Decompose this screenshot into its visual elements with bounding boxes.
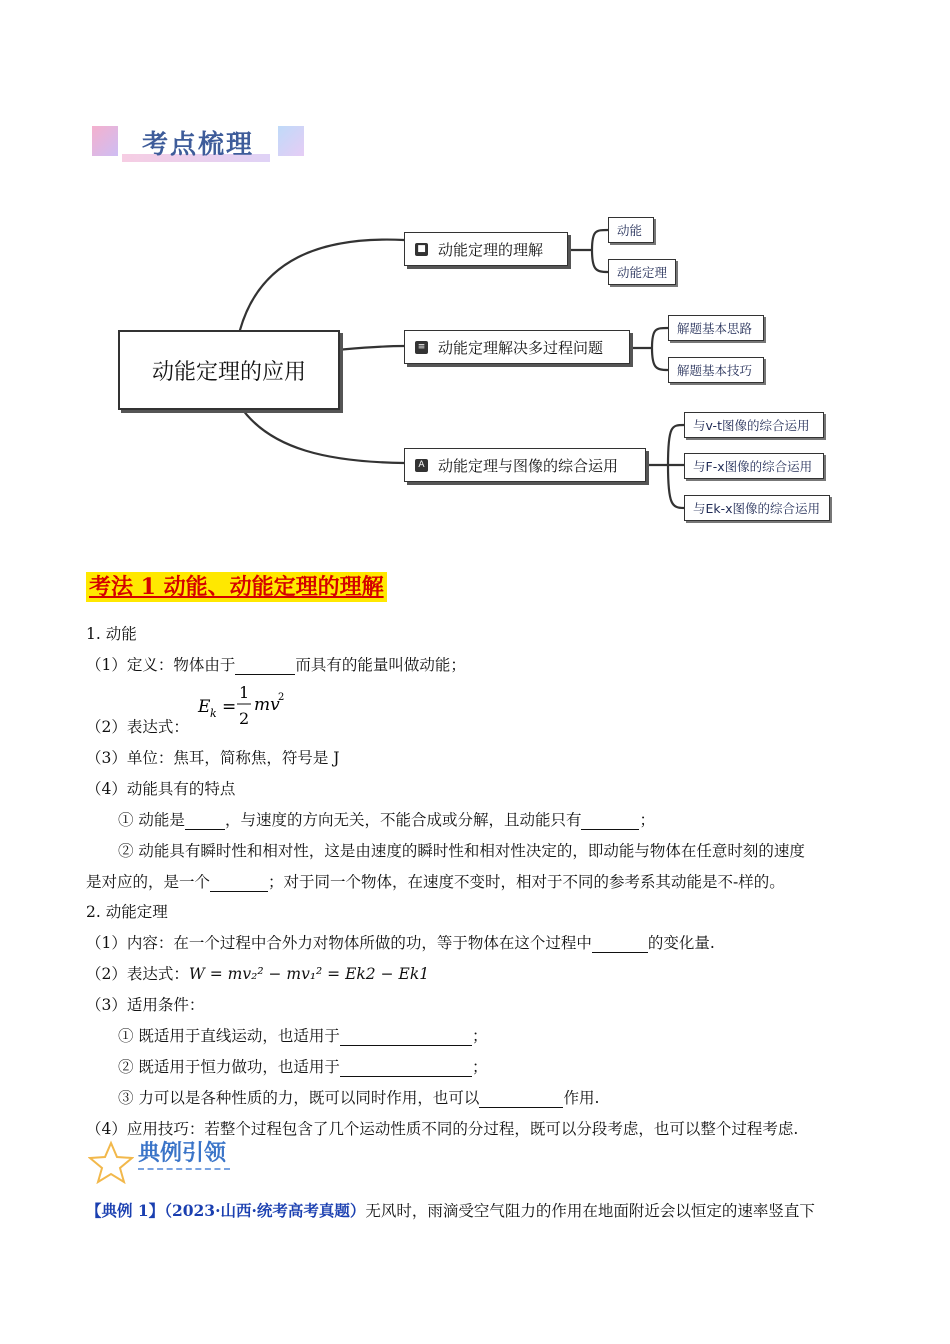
svg-text:E: E [198, 697, 211, 717]
banner-title: 考点梳理 [142, 130, 255, 160]
example-heading-underline [138, 1168, 230, 1170]
text: 的变化量. [647, 934, 715, 952]
fill-blank [185, 811, 225, 830]
theorem-expression [86, 962, 429, 984]
text: ① 动能是 [118, 811, 185, 829]
fill-blank [479, 1089, 563, 1108]
text: （2）表达式： [86, 965, 189, 983]
svg-text:mv: mv [254, 695, 280, 715]
branch-2-label: 动能定理解决多过程问题 [438, 338, 604, 357]
heading-theorem: 2. 动能定理 [86, 903, 168, 921]
text: ① 既适用于直线运动，也适用于 [118, 1027, 340, 1045]
conditions-heading: （3）适用条件： [86, 996, 205, 1014]
feature-1 [118, 808, 655, 830]
text: ，与速度的方向无关，不能合成或分解，且动能只有 [224, 811, 582, 829]
application-tip: （4）应用技巧：若整个过程包含了几个运动性质不同的分过程，既可以分段考虑，也可以整个过程考虑. [86, 1120, 799, 1138]
mindmap-root: 动能定理的应用 [118, 330, 340, 410]
text: （1）定义：物体由于 [86, 656, 236, 674]
text: ； [471, 1058, 488, 1076]
text: （1）内容：在一个过程中合外力对物体所做的功，等于物体在这个过程中 [86, 934, 592, 952]
svg-text:k: k [210, 707, 217, 720]
fill-blank [210, 873, 268, 892]
mindmap-leaf: 与F-x图像的综合运用 [684, 453, 824, 479]
text: ② 既适用于恒力做功，也适用于 [118, 1058, 340, 1076]
mindmap-leaf: 动能 [608, 217, 654, 243]
branch-3-label: 动能定理与图像的综合运用 [438, 456, 619, 475]
lock-icon: ■ [415, 243, 428, 256]
features-heading: （4）动能具有的特点 [86, 780, 236, 798]
section-title: 考法 1 动能、动能定理的理解 [86, 572, 387, 602]
text: ； [639, 811, 655, 829]
mindmap-leaf: 解题基本技巧 [668, 357, 764, 383]
text: 而具有的能量叫做动能； [295, 656, 466, 674]
mindmap-branch-3 [404, 448, 646, 482]
feature-2-line-2 [86, 870, 785, 892]
mindmap-branch-1 [404, 232, 568, 266]
svg-text:1: 1 [239, 683, 250, 702]
text: ③ 力可以是各种性质的力，既可以同时作用，也可以 [118, 1089, 480, 1107]
kinetic-energy-formula [194, 680, 294, 732]
text: ；对于同一个物体，在速度不变时，相对于不同的参考系其动能是不-样的。 [268, 873, 785, 891]
example-heading: 典例引领 [138, 1141, 227, 1166]
theorem-formula: W = mv₂² − mv₁² = Ek2 − Ek1 [188, 965, 430, 983]
mindmap-leaf: 解题基本思路 [668, 315, 764, 341]
expression-label: （2）表达式： [86, 718, 189, 736]
text: ； [471, 1027, 488, 1045]
fill-blank [592, 934, 648, 953]
theorem-content [86, 931, 715, 953]
letter-a-icon: A [415, 459, 428, 472]
mindmap-leaf: 与Ek-x图像的综合运用 [684, 495, 830, 521]
unit-line: （3）单位：焦耳，简称焦，符号是 J [86, 749, 340, 767]
example-tag: 【典例 1】 [86, 1201, 165, 1220]
fill-blank [340, 1058, 472, 1077]
text: 作用. [563, 1089, 600, 1107]
list-icon: ≡ [415, 341, 428, 354]
mindmap-leaf: 与v-t图像的综合运用 [684, 412, 824, 438]
text: 是对应的，是一个 [86, 873, 211, 891]
condition-3 [118, 1086, 599, 1108]
example-text: 无风时，雨滴受空气阻力的作用在地面附近会以恒定的速率竖直下 [365, 1202, 815, 1220]
fill-blank [581, 811, 639, 830]
definition-line [86, 653, 466, 675]
svg-text:=: = [222, 697, 237, 717]
example-1 [86, 1199, 815, 1221]
heading-kinetic-energy: 1. 动能 [86, 625, 137, 643]
svg-text:2: 2 [278, 692, 285, 703]
mindmap-leaf: 动能定理 [608, 259, 676, 285]
branch-1-label: 动能定理的理解 [438, 240, 544, 259]
fill-blank [340, 1027, 472, 1046]
fill-blank [235, 656, 295, 675]
mindmap-branch-2 [404, 330, 630, 364]
condition-1 [118, 1024, 487, 1046]
svg-text:2: 2 [239, 709, 250, 728]
example-source: （2023·山西·统考高考真题） [164, 1201, 366, 1220]
star-icon [88, 1140, 134, 1184]
feature-2-line-1: ② 动能具有瞬时性和相对性，这是由速度的瞬时性和相对性决定的，即动能与物体在任意时刻的速度 [118, 842, 805, 860]
condition-2 [118, 1055, 487, 1077]
